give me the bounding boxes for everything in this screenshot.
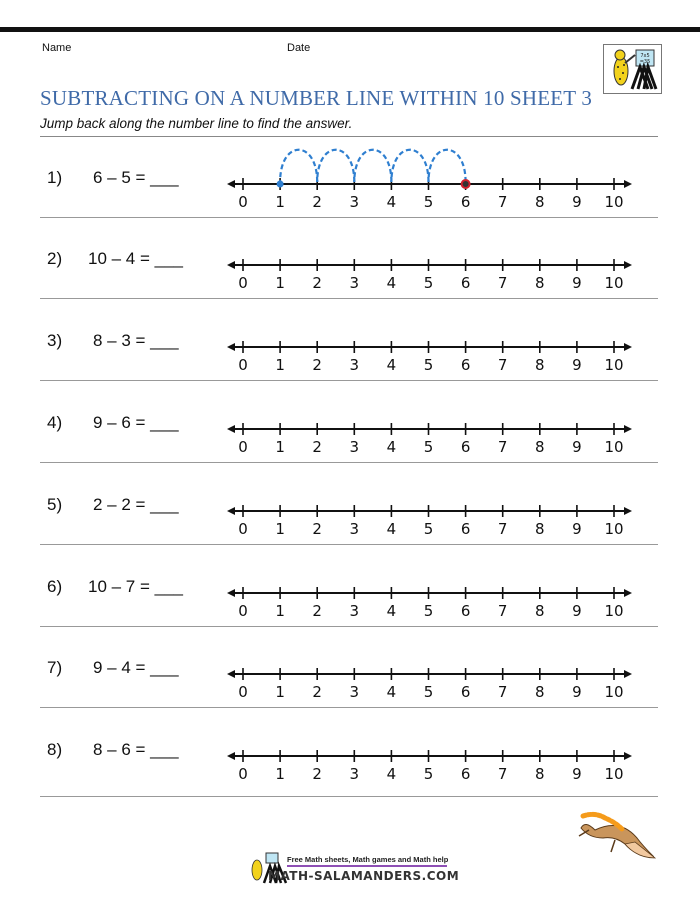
tick-label: 7 [497, 683, 508, 701]
tick-label: 2 [312, 602, 322, 620]
instructions: Jump back along the number line to find the answer. [40, 116, 353, 131]
tick-label: 4 [386, 356, 397, 374]
start-point-marker [462, 180, 470, 188]
tick-label: 0 [238, 274, 248, 292]
problem-expression[interactable]: 10 – 7 = ___ [88, 577, 184, 596]
tick-label: 5 [423, 602, 434, 620]
tick-label: 8 [535, 520, 545, 538]
problem-expression[interactable]: 8 – 3 = ___ [93, 331, 179, 350]
top-rule [0, 27, 700, 32]
tick-label: 6 [460, 602, 471, 620]
row-divider [40, 626, 658, 627]
tick-label: 0 [238, 193, 248, 211]
tick-label: 4 [386, 683, 397, 701]
left-arrow-icon [227, 507, 235, 515]
problem-expression[interactable]: 10 – 4 = ___ [88, 249, 184, 268]
tick-label: 1 [275, 193, 285, 211]
tick-label: 9 [572, 193, 582, 211]
tick-label: 4 [386, 274, 397, 292]
tick-label: 4 [386, 520, 397, 538]
tick-label: 10 [604, 520, 624, 538]
problem-number: 5) [47, 495, 63, 514]
tick-label: 10 [604, 765, 624, 783]
tick-label: 5 [423, 274, 434, 292]
tick-label: 5 [423, 765, 434, 783]
left-arrow-icon [227, 752, 235, 760]
tick-label: 5 [423, 438, 434, 456]
row-divider [40, 380, 658, 381]
tick-label: 6 [460, 193, 471, 211]
end-point-marker [277, 181, 284, 188]
left-arrow-icon [227, 589, 235, 597]
tick-label: 4 [386, 193, 397, 211]
tick-label: 7 [497, 193, 508, 211]
right-arrow-icon [624, 261, 632, 269]
tick-label: 0 [238, 602, 248, 620]
left-arrow-icon [227, 261, 235, 269]
tick-label: 2 [312, 683, 322, 701]
row-divider [40, 796, 658, 797]
left-arrow-icon [227, 180, 235, 188]
tick-label: 8 [535, 602, 545, 620]
jump-arc [280, 150, 317, 182]
svg-text:=35: =35 [639, 59, 651, 65]
tick-label: 0 [238, 438, 248, 456]
tick-label: 6 [460, 274, 471, 292]
tick-label: 7 [497, 520, 508, 538]
tick-label: 9 [572, 520, 582, 538]
problem-expression[interactable]: 9 – 4 = ___ [93, 658, 179, 677]
problem-number: 1) [47, 168, 63, 187]
problem-expression[interactable]: 9 – 6 = ___ [93, 413, 179, 432]
tick-label: 7 [497, 602, 508, 620]
tick-label: 1 [275, 602, 285, 620]
row-divider [40, 217, 658, 218]
right-arrow-icon [624, 589, 632, 597]
problem-expression[interactable]: 8 – 6 = ___ [93, 740, 179, 759]
tick-label: 9 [572, 356, 582, 374]
jump-arc [429, 150, 466, 182]
footer-tagline: Free Math sheets, Math games and Math help [287, 855, 449, 864]
tick-label: 3 [349, 602, 360, 620]
salamander-logo [603, 44, 662, 94]
tick-label: 10 [604, 356, 624, 374]
right-arrow-icon [624, 343, 632, 351]
left-arrow-icon [227, 670, 235, 678]
tick-label: 3 [349, 683, 360, 701]
problem-expression[interactable]: 6 – 5 = ___ [93, 168, 179, 187]
tick-label: 6 [460, 683, 471, 701]
right-arrow-icon [624, 425, 632, 433]
row-divider [40, 462, 658, 463]
row-divider [40, 707, 658, 708]
tick-label: 8 [535, 438, 545, 456]
tick-label: 2 [312, 193, 322, 211]
tick-label: 5 [423, 356, 434, 374]
tick-label: 1 [275, 520, 285, 538]
tick-label: 10 [604, 602, 624, 620]
problem-number: 6) [47, 577, 63, 596]
tick-label: 2 [312, 438, 322, 456]
tick-label: 6 [460, 765, 471, 783]
tick-label: 7 [497, 438, 508, 456]
tick-label: 4 [386, 438, 397, 456]
tick-label: 10 [604, 274, 624, 292]
tick-label: 0 [238, 683, 248, 701]
tick-label: 1 [275, 356, 285, 374]
tick-label: 7 [497, 356, 508, 374]
tick-label: 9 [572, 274, 582, 292]
tick-label: 7 [497, 765, 508, 783]
page-title: SUBTRACTING ON A NUMBER LINE WITHIN 10 SHEET 3 [40, 86, 593, 110]
left-arrow-icon [227, 425, 235, 433]
salamander-teacher-icon [604, 45, 661, 93]
tick-label: 3 [349, 356, 360, 374]
tick-label: 0 [238, 765, 248, 783]
tick-label: 3 [349, 765, 360, 783]
tick-label: 4 [386, 765, 397, 783]
tick-label: 6 [460, 356, 471, 374]
tick-label: 8 [535, 274, 545, 292]
tick-label: 10 [604, 683, 624, 701]
problem-expression[interactable]: 2 – 2 = ___ [93, 495, 179, 514]
right-arrow-icon [624, 180, 632, 188]
tick-label: 0 [238, 356, 248, 374]
tick-label: 0 [238, 520, 248, 538]
tick-label: 2 [312, 274, 322, 292]
jump-arc [354, 150, 391, 182]
problem-number: 4) [47, 413, 63, 432]
right-arrow-icon [624, 670, 632, 678]
right-arrow-icon [624, 752, 632, 760]
tick-label: 3 [349, 193, 360, 211]
footer-site-name: MATH-SALAMANDERS.COM [268, 869, 460, 883]
tick-label: 8 [535, 356, 545, 374]
tick-label: 2 [312, 356, 322, 374]
tick-label: 1 [275, 274, 285, 292]
problem-number: 3) [47, 331, 63, 350]
tick-label: 1 [275, 683, 285, 701]
tick-label: 1 [275, 765, 285, 783]
tick-label: 2 [312, 765, 322, 783]
problem-number: 8) [47, 740, 63, 759]
tick-label: 3 [349, 520, 360, 538]
tick-label: 5 [423, 520, 434, 538]
tick-label: 1 [275, 438, 285, 456]
tick-label: 3 [349, 438, 360, 456]
tick-label: 10 [604, 438, 624, 456]
salamander-mascot-icon [575, 808, 657, 860]
tick-label: 6 [460, 520, 471, 538]
date-label: Date [287, 42, 311, 54]
tick-label: 4 [386, 602, 397, 620]
tick-label: 8 [535, 193, 545, 211]
tick-label: 5 [423, 683, 434, 701]
tick-label: 2 [312, 520, 322, 538]
left-arrow-icon [227, 343, 235, 351]
tick-label: 10 [604, 193, 624, 211]
footer-tagline-rule [287, 865, 447, 867]
tick-label: 6 [460, 438, 471, 456]
right-arrow-icon [624, 507, 632, 515]
jump-arc [391, 150, 428, 182]
problem-number: 2) [47, 249, 63, 268]
tick-label: 9 [572, 438, 582, 456]
tick-label: 9 [572, 602, 582, 620]
tick-label: 3 [349, 274, 360, 292]
tick-label: 7 [497, 274, 508, 292]
row-divider [40, 544, 658, 545]
tick-label: 8 [535, 765, 545, 783]
problem-number: 7) [47, 658, 63, 677]
tick-label: 9 [572, 683, 582, 701]
tick-label: 5 [423, 193, 434, 211]
row-divider [40, 298, 658, 299]
name-label: Name [42, 42, 72, 54]
jump-arc [317, 150, 354, 182]
svg-text:7x5: 7x5 [640, 53, 650, 59]
header-divider [40, 136, 658, 137]
tick-label: 9 [572, 765, 582, 783]
tick-label: 8 [535, 683, 545, 701]
